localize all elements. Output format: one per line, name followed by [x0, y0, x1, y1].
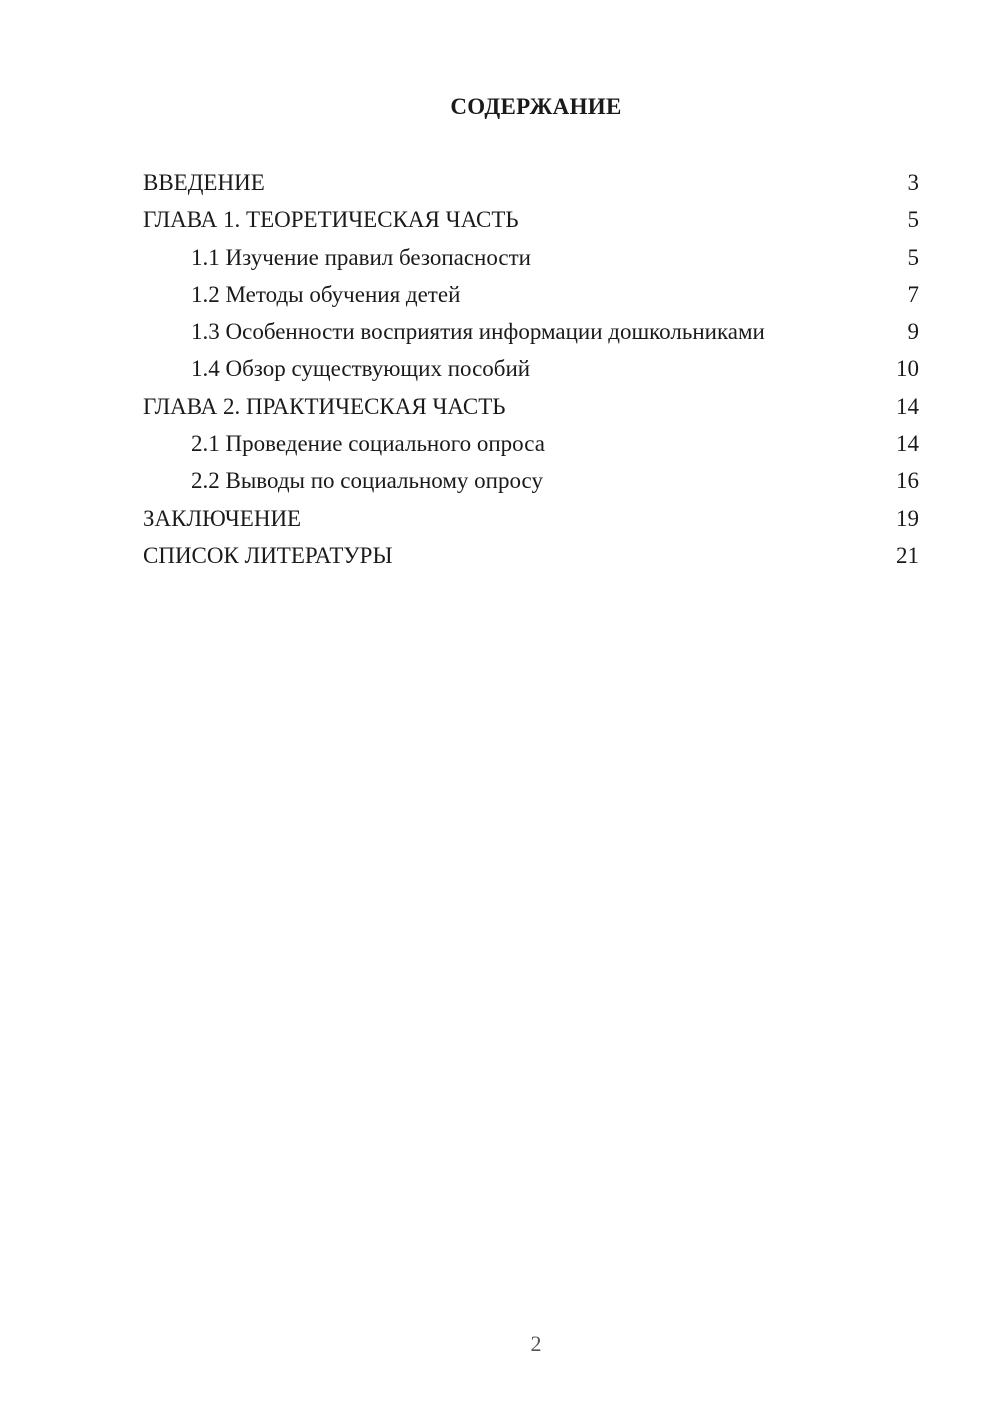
toc-entry-label: 1.3 Особенности восприятия информации дошкольниками	[191, 319, 765, 345]
page-title: СОДЕРЖАНИЕ	[450, 94, 622, 119]
toc-entry-label: ЗАКЛЮЧЕНИЕ	[143, 505, 302, 531]
toc-entry-page: 14	[896, 431, 919, 457]
page-number: 2	[530, 1331, 542, 1356]
toc-entry-section-2-1[interactable]	[143, 425, 919, 462]
toc-entry-section-1-3[interactable]	[143, 313, 919, 350]
toc-entry-chapter-2[interactable]	[143, 388, 919, 425]
toc-entry-page: 14	[896, 393, 919, 419]
toc-entry-page: 3	[907, 170, 919, 195]
toc-entry-page: 21	[896, 542, 919, 568]
table-of-contents	[143, 164, 919, 574]
toc-entry-label: ГЛАВА 2. ПРАКТИЧЕСКАЯ ЧАСТЬ	[143, 393, 506, 419]
toc-entry-label: 2.2 Выводы по социальному опросу	[191, 468, 543, 494]
toc-entry-label: 1.4 Обзор существующих пособий	[191, 356, 531, 382]
toc-entry-references[interactable]	[143, 537, 919, 574]
toc-entry-section-1-4[interactable]	[143, 350, 919, 387]
toc-entry-label: 1.1 Изучение правил безопасности	[191, 244, 531, 270]
toc-entry-page: 16	[896, 468, 919, 494]
toc-entry-page: 9	[907, 319, 919, 345]
toc-entry-label: СПИСОК ЛИТЕРАТУРЫ	[143, 542, 393, 568]
toc-entry-introduction[interactable]	[143, 164, 919, 201]
toc-entry-section-2-2[interactable]	[143, 462, 919, 499]
toc-entry-label: 1.2 Методы обучения детей	[191, 281, 461, 307]
toc-entry-label: ВВЕДЕНИЕ	[143, 170, 265, 195]
toc-entry-page: 5	[907, 244, 919, 270]
toc-entry-section-1-2[interactable]	[143, 276, 919, 313]
toc-entry-chapter-1[interactable]	[143, 201, 919, 238]
toc-entry-label: 2.1 Проведение социального опроса	[191, 431, 545, 457]
toc-entry-page: 5	[907, 207, 919, 233]
toc-entry-label: ГЛАВА 1. ТЕОРЕТИЧЕСКАЯ ЧАСТЬ	[143, 207, 519, 233]
toc-entry-conclusion[interactable]	[143, 500, 919, 537]
toc-entry-page: 7	[907, 281, 919, 307]
toc-entry-page: 10	[896, 356, 919, 382]
toc-entry-section-1-1[interactable]	[143, 239, 919, 276]
toc-entry-page: 19	[896, 505, 919, 531]
